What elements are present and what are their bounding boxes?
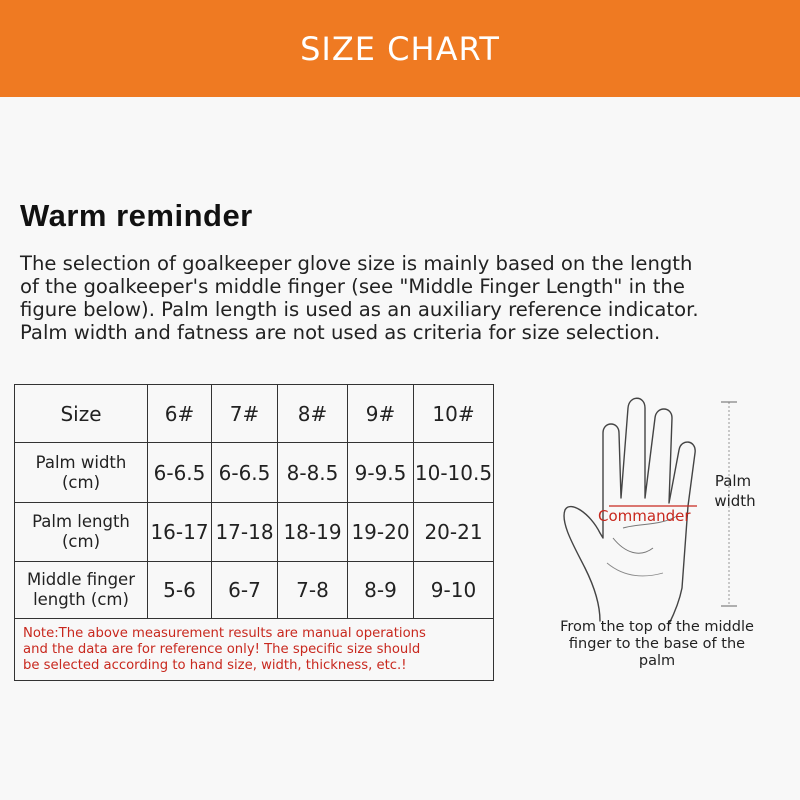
size-9-header: 9#	[348, 385, 414, 443]
caption-line: palm	[638, 653, 676, 669]
table-cell: 9-10	[414, 562, 494, 619]
caption-line: finger to the base of the	[568, 636, 746, 652]
size-10-header: 10#	[414, 385, 494, 443]
caption-line: From the top of the middle	[560, 619, 754, 635]
table-cell: 20-21	[414, 503, 494, 562]
note-cell	[15, 619, 494, 681]
table-cell: 18-19	[278, 503, 348, 562]
table-cell: 6-6.5	[212, 443, 278, 503]
commander-label: Commander	[598, 507, 691, 525]
table-note-row	[15, 619, 494, 681]
row-label-line: (cm)	[61, 472, 101, 492]
reminder-heading: Warm reminder	[20, 198, 253, 233]
table-header-row	[15, 385, 494, 443]
note-line: and the data are for reference only! The specific size should	[23, 641, 421, 657]
size-8-header: 8#	[278, 385, 348, 443]
table-row-middle-finger	[15, 562, 494, 619]
middle-finger-label	[15, 562, 148, 619]
size-header-cell: Size	[15, 385, 148, 443]
table-cell: 8-9	[348, 562, 414, 619]
title-banner	[0, 0, 800, 97]
row-label-line: Palm width	[35, 452, 127, 472]
hand-outline-figure	[545, 388, 780, 633]
note-line: Note:The above measurement results are manual operations	[23, 625, 426, 641]
table-cell: 6-6.5	[148, 443, 212, 503]
table-cell: 8-8.5	[278, 443, 348, 503]
size-6-header: 6#	[148, 385, 212, 443]
row-label-line: Palm length	[32, 512, 130, 531]
row-label-line: (cm)	[61, 532, 101, 551]
palm-width-label: width	[714, 492, 756, 510]
table-cell: 5-6	[148, 562, 212, 619]
row-label-line: length (cm)	[33, 590, 129, 609]
reminder-line: figure below). Palm length is used as an auxiliary reference indicator.	[20, 298, 699, 321]
reminder-line: The selection of goalkeeper glove size is mainly based on the length	[20, 252, 693, 275]
table-row-palm-width	[15, 443, 494, 503]
size-7-header: 7#	[212, 385, 278, 443]
table-cell: 10-10.5	[414, 443, 494, 503]
table-cell: 6-7	[212, 562, 278, 619]
table-cell: 19-20	[348, 503, 414, 562]
palm-length-label	[15, 503, 148, 562]
table-row-palm-length	[15, 503, 494, 562]
reminder-line: of the goalkeeper's middle finger (see "Middle Finger Length" in the	[20, 275, 685, 298]
table-cell: 9-9.5	[348, 443, 414, 503]
size-table	[14, 384, 494, 681]
table-cell: 16-17	[148, 503, 212, 562]
note-line: be selected according to hand size, width, thickness, etc.!	[23, 657, 407, 673]
row-label-line: Middle finger	[26, 570, 135, 589]
palm-width-label	[15, 443, 148, 503]
reminder-line: Palm width and fatness are not used as criteria for size selection.	[20, 321, 661, 344]
figure-caption	[537, 619, 777, 670]
table-cell: 17-18	[212, 503, 278, 562]
palm-width-label: Palm	[714, 472, 752, 490]
page-title: SIZE CHART	[300, 29, 500, 68]
reminder-paragraph	[20, 252, 790, 344]
table-cell: 7-8	[278, 562, 348, 619]
